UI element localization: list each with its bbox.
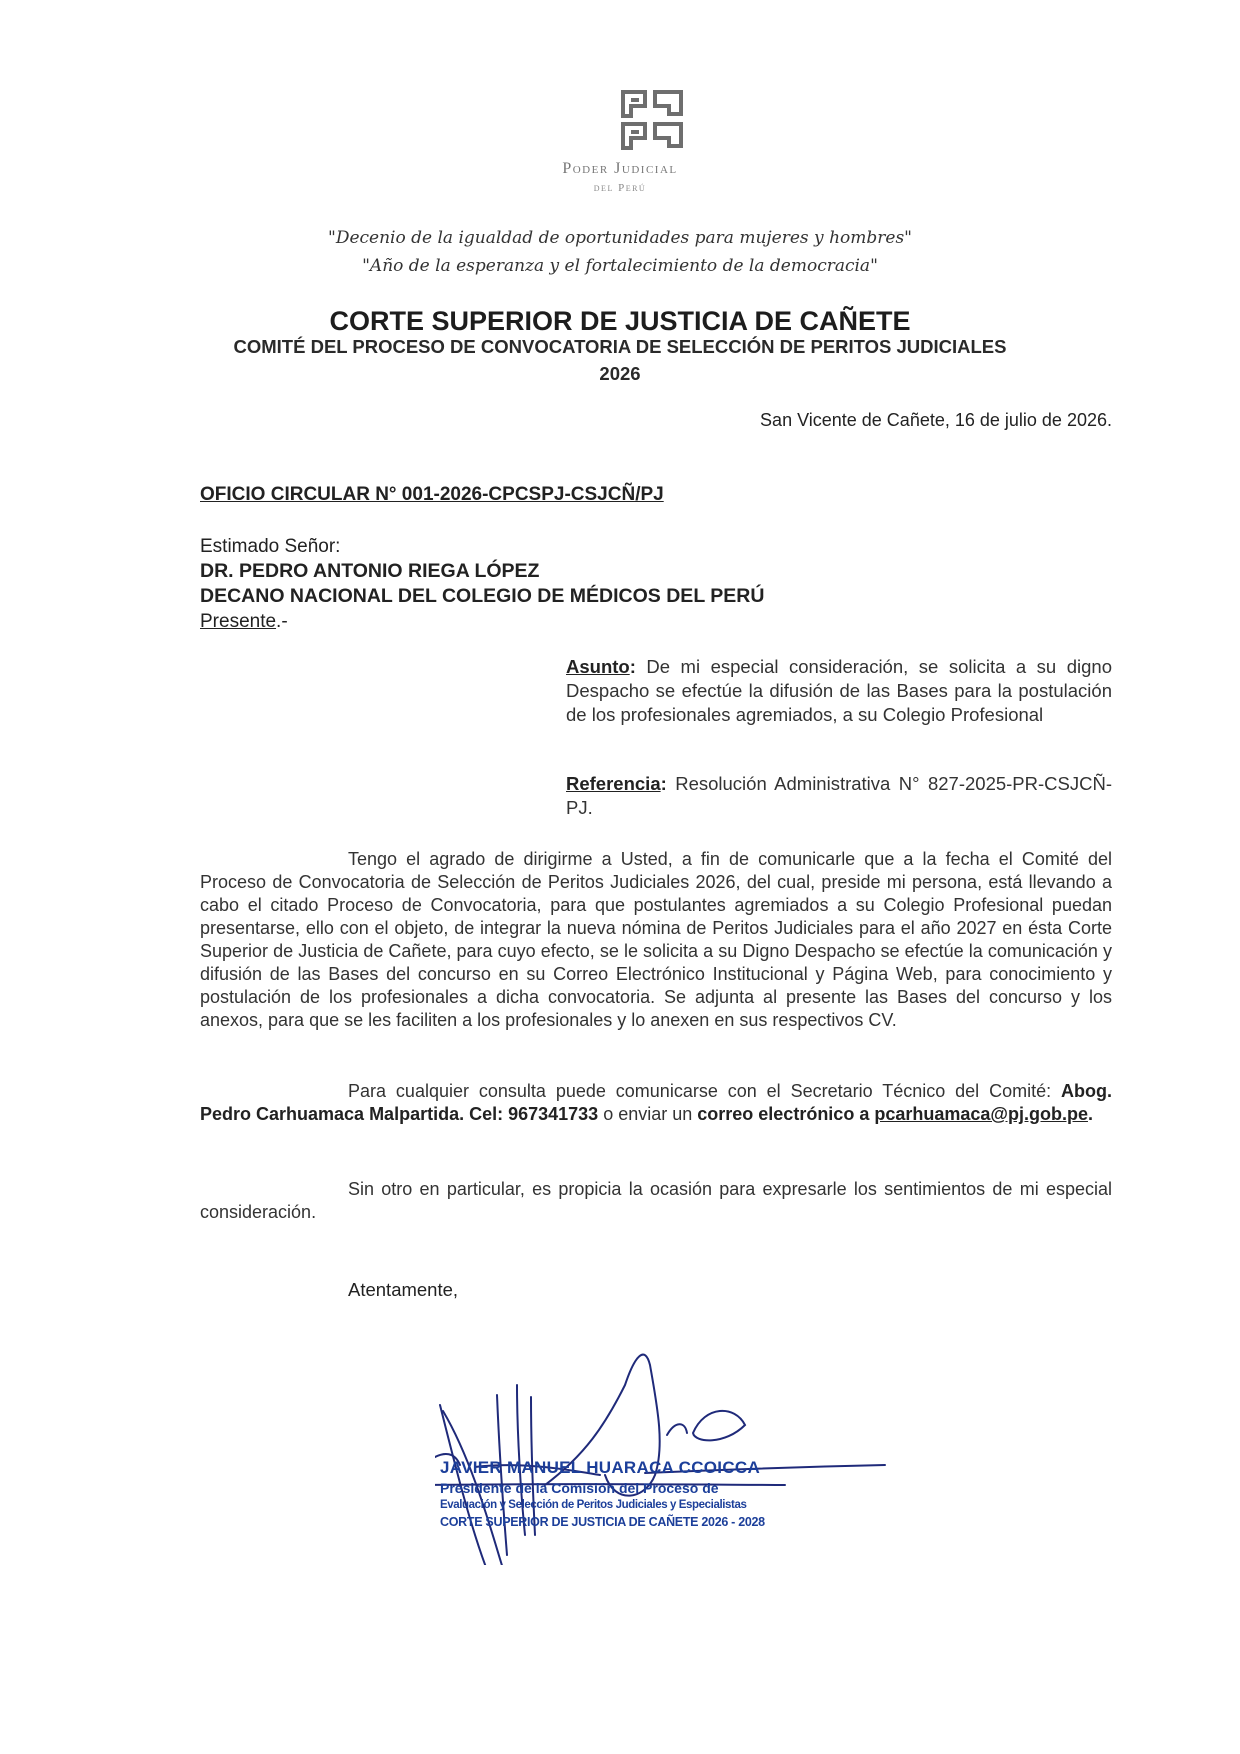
asunto-text: De mi especial consideración, se solicita a su digno Despacho se efectúe la difusión de las Bases para la postulación de los profesionales agremiados, a su Colegio Profesional <box>566 656 1112 725</box>
stamp-line-2: Presidente de la Comisión del Proceso de <box>440 1480 719 1496</box>
referencia-text: Resolución Administrativa N° 827-2025-PR-CSJCÑ-PJ. <box>566 773 1112 818</box>
committee-title: COMITÉ DEL PROCESO DE CONVOCATORIA DE SELECCIÓN DE PERITOS JUDICIALES <box>233 336 1007 357</box>
institution-subname: del Perú <box>593 182 647 194</box>
stamp-line-4: CORTE SUPERIOR DE JUSTICIA DE CAÑETE 2026 - 2028 <box>440 1515 765 1529</box>
contact-name: Abog. Pedro Carhuamaca Malpartida. Cel: 967341733 <box>200 1081 1112 1124</box>
body-paragraph-2: Para cualquier consulta puede comunicarse con el Secretario Técnico del Comité: Abog. Pedro Carhuamaca Malpartida. Cel: 967341733 o enviar un correo electrónico a pcarhuamaca@pj.gob.pe. <box>200 1081 1112 1124</box>
body-paragraph-1: Tengo el agrado de dirigirme a Usted, a fin de comunicarle que a la fecha el Comité del Proceso de Convocatoria de Selección de Peritos Judiciales 2026, del cual, preside mi persona, está llevando a cabo el citado Proceso de Convocatoria, para que postulantes agremiados a su Colegio Profesional puedan presentarse, ello con el objeto, de integrar la nueva nómina de Peritos Judiciales para el año 2027 en ésta Corte Superior de Justicia de Cañete, para cuyo efecto, se le solicita a su Digno Despacho se efectúe la comunicación y difusión de las Bases del concurso en su Correo Electrónico Institucional y Página Web, para conocimiento y postulación de los profesionales a dicha convocatoria. Se adjunta al presente las Bases del concurso y los anexos, para que se les faciliten a los profesionales y lo anexen en sus respectivos CV. <box>200 849 1112 1030</box>
presente-label: Presente <box>200 611 277 632</box>
motto-line-2: "Año de la esperanza y el fortalecimiento de la democracia" <box>362 256 878 276</box>
committee-year: 2026 <box>599 363 641 384</box>
greeting: Estimado Señor: <box>200 536 341 557</box>
motto-line-1: "Decenio de la igualdad de oportunidades para mujeres y hombres" <box>328 228 912 248</box>
recipient-title: DECANO NACIONAL DEL COLEGIO DE MÉDICOS DEL PERÚ <box>200 585 765 607</box>
body-paragraph-3: Sin otro en particular, es propicia la ocasión para expresarle los sentimientos de mi especial consideración. <box>200 1179 1112 1222</box>
asunto-label: Asunto <box>566 656 630 677</box>
contact-email-link[interactable]: pcarhuamaca@pj.gob.pe <box>874 1104 1088 1124</box>
official-stamp <box>440 1458 765 1529</box>
stamp-line-1: JAVIER MANUEL HUARACA CCOICCA <box>440 1458 761 1477</box>
handwritten-signature <box>435 1325 895 1565</box>
institution-name: Poder Judicial <box>562 160 678 177</box>
date-line: San Vicente de Cañete, 16 de julio de 2026. <box>760 410 1112 430</box>
referencia-label: Referencia <box>566 773 661 794</box>
reference-block: Referencia: Resolución Administrativa N° 827-2025-PR-CSJCÑ-PJ. <box>566 773 1112 818</box>
recipient-name: DR. PEDRO ANTONIO RIEGA LÓPEZ <box>200 560 540 582</box>
subject-block: Asunto: De mi especial consideración, se solicita a su digno Despacho se efectúe la difusión de las Bases para la postulación de los profesionales agremiados, a su Colegio Profesional <box>566 656 1112 725</box>
closing: Atentamente, <box>348 1279 459 1300</box>
poder-judicial-logo <box>620 88 684 152</box>
stamp-line-3: Evaluación y Selección de Peritos Judiciales y Especialistas <box>440 1499 747 1511</box>
presente-suffix: .- <box>276 611 288 632</box>
email-label: correo electrónico a <box>697 1104 870 1124</box>
court-title: CORTE SUPERIOR DE JUSTICIA DE CAÑETE <box>329 306 911 336</box>
document-reference-number: OFICIO CIRCULAR N° 001-2026-CPCSPJ-CSJCÑ/PJ <box>200 484 664 505</box>
presente-line <box>200 611 288 633</box>
